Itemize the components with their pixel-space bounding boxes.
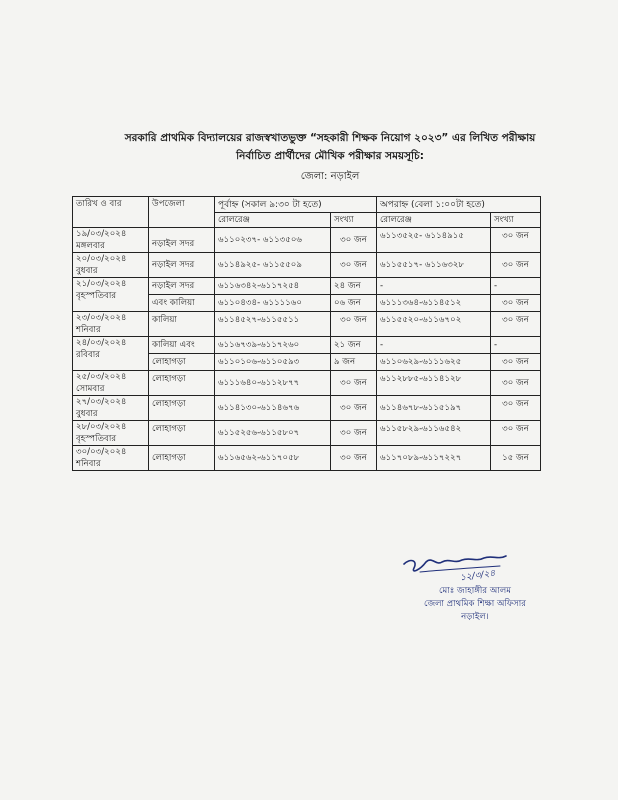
district-label: জেলা: নড়াইল (300, 171, 360, 182)
upazila-cell: লোহাগড়া (149, 396, 215, 421)
upazila-cell: লোহাগড়া (149, 354, 215, 371)
am-range-cell: ৬১১৬৩৪২-৬১১৭২৫৪ (215, 278, 331, 295)
pm-count-cell: ৩০ জন (491, 295, 541, 312)
date-cell (73, 253, 149, 278)
am-count-cell: ৩০ জন (331, 253, 377, 278)
am-count-cell: ০৬ জন (331, 295, 377, 312)
header-date-day: তারিখ ও বার (73, 197, 149, 228)
upazila-cell: নড়াইল সদর (149, 278, 215, 295)
date-cell (73, 228, 149, 253)
upazila-cell: লোহাগড়া (149, 421, 215, 446)
header-pm-count: সংখ্যা (491, 213, 541, 228)
date-cell (73, 396, 149, 421)
day-text: বৃহস্পতিবার (76, 291, 117, 301)
am-count-cell: ২১ জন (331, 337, 377, 354)
am-range-cell: ৬১১৬৫৬২-৬১১৭০৫৮ (215, 446, 331, 471)
am-range-cell: ৬১১৪১৩০-৬১১৪৬৭৬ (215, 396, 331, 421)
upazila-cell: নড়াইল সদর (149, 228, 215, 253)
am-range-cell: ৬১১৬৭৩৯-৬১১৭২৬০ (215, 337, 331, 354)
pm-count-cell: ৩০ জন (491, 396, 541, 421)
pm-range-cell: ৬১১৭০৮৯-৬১১৭২২৭ (377, 446, 491, 471)
day-text: বুধবার (76, 409, 98, 419)
date-text: ২৭/০৩/২০২৪ (76, 397, 127, 407)
header-afternoon: অপরাহ্ন (বেলা ১:০০টা হতে) (377, 197, 541, 213)
date-text: ২৫/০৩/২০২৪ (76, 372, 127, 382)
am-count-cell: ৩০ জন (331, 446, 377, 471)
signature-date: ১২/৩/২৪ (459, 568, 496, 584)
table-row (73, 278, 541, 295)
officer-name: মোঃ জাহাঙ্গীর আলম (438, 586, 512, 596)
heading-line-2: নির্বাচিত প্রার্থীদের মৌখিক পরীক্ষার সময়সূচি: (236, 150, 424, 162)
day-text: বুধবার (76, 266, 98, 276)
pm-range-cell: - (377, 337, 491, 354)
date-cell (73, 278, 149, 312)
pm-range-cell: ৬১১৫৫১৭- ৬১১৬৩২৮ (377, 253, 491, 278)
upazila-cell: এবং কালিয়া (149, 295, 215, 312)
pm-count-cell: - (491, 278, 541, 295)
am-count-cell: ৩০ জন (331, 421, 377, 446)
pm-count-cell: ৩০ জন (491, 312, 541, 337)
pm-range-cell: ৬১১৫৮২৯-৬১১৬৫৪২ (377, 421, 491, 446)
am-range-cell: ৬১১৫২৫৬-৬১১৫৮০৭ (215, 421, 331, 446)
pm-range-cell: ৬১১৫৫২০-৬১১৬৭০২ (377, 312, 491, 337)
date-cell (73, 371, 149, 396)
am-range-cell: ৬১১৪৯২৫- ৬১১৫৫০৯ (215, 253, 331, 278)
am-count-cell: ৩০ জন (331, 371, 377, 396)
day-text: রবিবার (76, 350, 100, 360)
pm-range-cell: ৬১১১৩৬৪-৬১১৪৫১২ (377, 295, 491, 312)
day-text: মঙ্গলবার (76, 241, 105, 251)
date-cell (73, 337, 149, 371)
upazila-cell: নড়াইল সদর (149, 253, 215, 278)
officer-designation: জেলা প্রাথমিক শিক্ষা অফিসার (423, 599, 527, 609)
am-count-cell: ৩০ জন (331, 312, 377, 337)
pm-range-cell: ৬১১৪৬৭৮-৬১১৫১৯৭ (377, 396, 491, 421)
officer-block (395, 585, 555, 624)
table-row (73, 337, 541, 354)
date-text: ২৮/০৩/২০২৪ (76, 422, 127, 432)
schedule-body (73, 228, 541, 471)
date-cell (73, 421, 149, 446)
officer-location: নড়াইল। (461, 612, 489, 622)
am-count-cell: ৩০ জন (331, 228, 377, 253)
am-range-cell: ৬১১০১০৬-৬১১০৫৯৩ (215, 354, 331, 371)
date-text: ২৩/০৩/২০২৪ (76, 313, 127, 323)
pm-range-cell: ৬১১২৮৮৫-৬১১৪১২৮ (377, 371, 491, 396)
pm-count-cell: ৩০ জন (491, 421, 541, 446)
pm-range-cell: ৬১১৩৫২৫- ৬১১৪৯১৫ (377, 228, 491, 253)
header-pm-roll-range: রোলরেঞ্জ (377, 213, 491, 228)
date-text: ২০/০৩/২০২৪ (76, 254, 127, 264)
date-text: ২১/০৩/২০২৪ (76, 279, 127, 289)
schedule-table (72, 196, 541, 471)
pm-count-cell: ১৫ জন (491, 446, 541, 471)
table-header-row (73, 197, 541, 213)
am-range-cell: ৬১১১৬৪০-৬১১২৮৭৭ (215, 371, 331, 396)
header-am-count: সংখ্যা (331, 213, 377, 228)
upazila-cell: কালিয়া এবং (149, 337, 215, 354)
header-am-roll-range: রোলরেঞ্জ (215, 213, 331, 228)
pm-count-cell: ৩০ জন (491, 354, 541, 371)
pm-range-cell: ৬১১০৬২৯-৬১১১৬২৫ (377, 354, 491, 371)
pm-count-cell: ৩০ জন (491, 253, 541, 278)
header-upazila: উপজেলা (149, 197, 215, 228)
upazila-cell: লোহাগড়া (149, 446, 215, 471)
am-range-cell: ৬১১৪৫২৭-৬১১৫৫১১ (215, 312, 331, 337)
am-range-cell: ৬১১০২৩৭- ৬১১৩৫০৬ (215, 228, 331, 253)
pm-count-cell: ৩০ জন (491, 371, 541, 396)
am-range-cell: ৬১১০৪৩৪- ৬১১১১৬০ (215, 295, 331, 312)
heading-line-1: সরকারি প্রাথমিক বিদ্যালয়ের রাজস্বখাতভুক্ত “সহকারী শিক্ষক নিয়োগ ২০২৩” এর লিখিত পরীক্ষায় (124, 132, 536, 144)
pm-count-cell: ৩০ জন (491, 228, 541, 253)
date-cell (73, 312, 149, 337)
day-text: বৃহস্পতিবার (76, 434, 117, 444)
day-text: শনিবার (76, 325, 101, 335)
date-cell (73, 446, 149, 471)
day-text: শনিবার (76, 459, 101, 469)
pm-count-cell: - (491, 337, 541, 354)
am-count-cell: ৩০ জন (331, 396, 377, 421)
upazila-cell: লোহাগড়া (149, 371, 215, 396)
am-count-cell: ৯ জন (331, 354, 377, 371)
day-text: সোমবার (76, 384, 105, 394)
date-text: ৩০/০৩/২০২৪ (76, 447, 127, 457)
pm-range-cell: - (377, 278, 491, 295)
upazila-cell: কালিয়া (149, 312, 215, 337)
am-count-cell: ২৪ জন (331, 278, 377, 295)
date-text: ২৪/০৩/২০২৪ (76, 338, 127, 348)
header-morning: পূর্বাহ্ন (সকাল ৯:৩০ টা হতে) (215, 197, 377, 213)
date-text: ১৯/০৩/২০২৪ (76, 229, 127, 239)
